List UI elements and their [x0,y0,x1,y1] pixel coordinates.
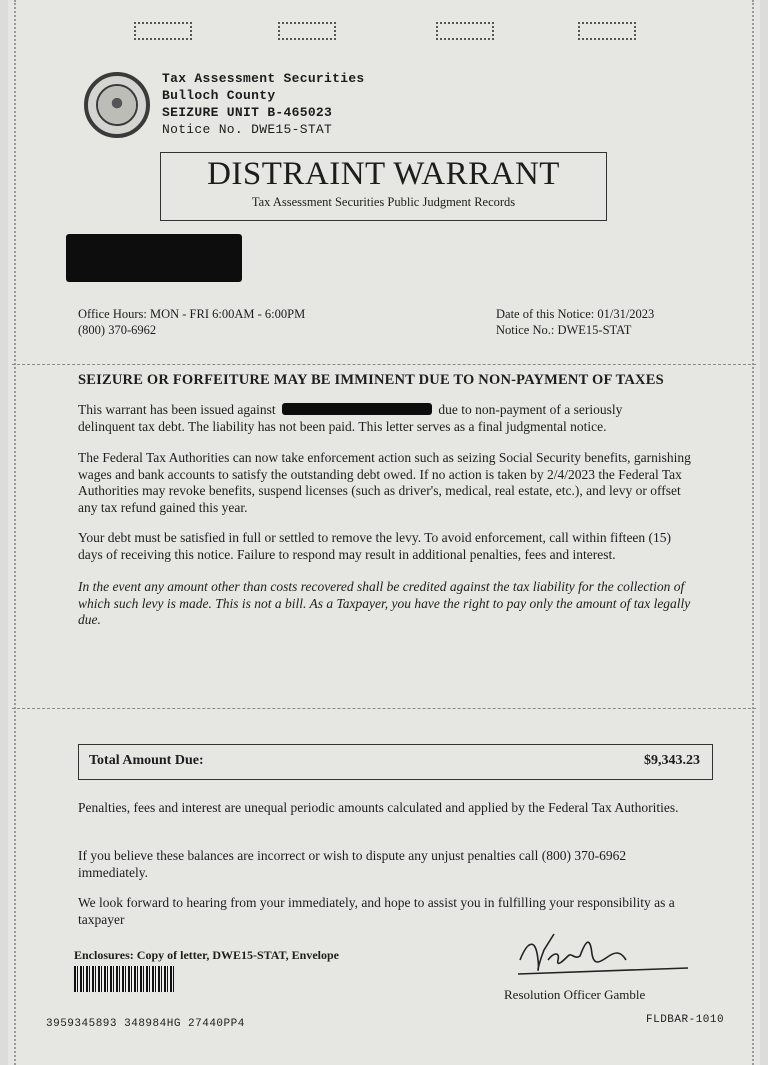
office-hours: Office Hours: MON - FRI 6:00AM - 6:00PM [78,307,306,321]
county-name: Bulloch County [162,88,276,103]
enclosures: Enclosures: Copy of letter, DWE15-STAT, Envelope [74,948,340,962]
perforation-mark [436,22,494,40]
tear-line [12,364,756,365]
right-edge-perforation [752,0,754,1065]
office-phone: (800) 370-6962 [78,323,157,337]
total-label: Total Amount Due: [89,753,204,768]
document-subtitle: Tax Assessment Securities Public Judgment Records [251,195,516,209]
signature [514,930,694,984]
notice-date: Date of this Notice: 01/31/2023 [496,307,655,321]
seizure-unit: SEIZURE UNIT B-465023 [162,105,333,120]
seizure-heading: SEIZURE OR FORFEITURE MAY BE IMMINENT DUE TO NON-PAYMENT OF TAXES [78,372,664,388]
header-notice-number: Notice No. DWE15-STAT [162,122,333,137]
barcode [74,966,174,992]
perforation-mark [578,22,636,40]
left-edge-perforation [14,0,16,1065]
total-amount: $9,343.23 [644,753,700,768]
paragraph-levy: Your debt must be satisfied in full or settled to remove the levy. To avoid enforcement, call within fifteen (15) days of receiving this notice. Failure to respond may result in additional penalties, fees and interest. [78,530,672,562]
warrant-text-line2: delinquent tax debt. The liability has not been paid. This letter serves as a final judgmental notice. [78,418,607,434]
title-box [160,152,607,221]
redacted-name [282,403,432,415]
form-code: FLDBAR-1010 [646,1014,725,1026]
office-info [78,306,305,338]
notice-info [496,306,654,338]
legal-text: In the event any amount other than costs recovered shall be credited against the tax liability for the collection of which such levy is made. This is not a bill. As a Taxpayer, you have the right to pay only the amount of tax legally due. [78,579,691,627]
notice-number: Notice No.: DWE15-STAT [496,323,632,337]
redacted-address [66,234,242,282]
paragraph-enforcement: The Federal Tax Authorities can now take enforcement action such as seizing Social Security benefits, garnishing wages and bank accounts to satisfy the outstanding debt owed. If no action is taken by 2/4/2023 the Federal Tax Authorities may revoke benefits, suspend licenses (such as driver's, medical, real estate, etc.), and levy or offset any tax refund gained this year. [78,450,691,515]
total-amount-box [78,744,713,780]
paragraph-closing: We look forward to hearing from your immediately, and hope to assist you in fulfilling your responsibility as a taxpayer [78,895,675,927]
perforation-mark [278,22,336,40]
paragraph-legal [78,579,698,629]
paragraph-penalties: Penalties, fees and interest are unequal periodic amounts calculated and applied by the Federal Tax Authorities. [78,800,679,815]
perforation-mark [134,22,192,40]
sender-header [162,70,365,138]
warrant-text-start: This warrant has been issued against [78,402,276,417]
seal-logo [84,72,150,138]
paragraph-warrant [78,402,698,435]
org-name: Tax Assessment Securities [162,71,365,86]
paragraph-dispute: If you believe these balances are incorrect or wish to dispute any unjust penalties call (800) 370-6962 immediately. [78,848,627,880]
warrant-text-end: due to non-payment of a seriously [438,402,623,417]
officer-name: Resolution Officer Gamble [504,987,646,1002]
document-title: DISTRAINT WARRANT [207,156,560,192]
tear-line [12,708,756,709]
reference-code: 3959345893 348984HG 27440PP4 [46,1018,245,1030]
